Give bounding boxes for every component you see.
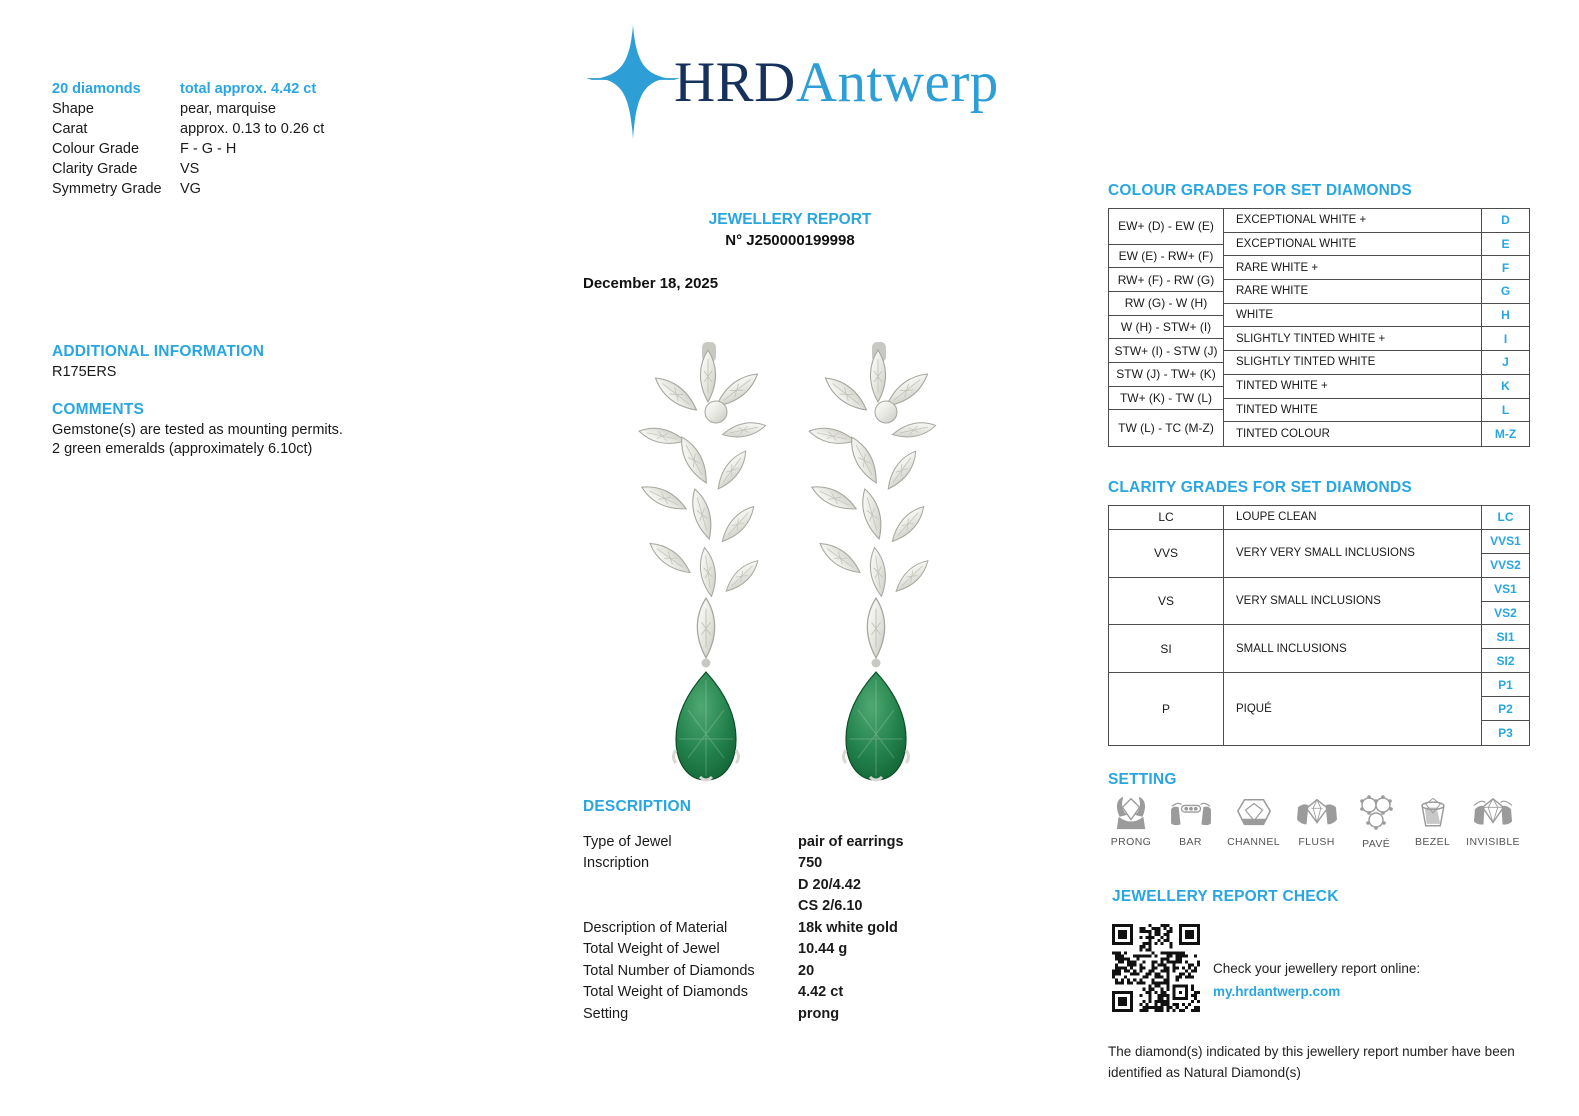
- setting-item: BAR: [1168, 794, 1214, 850]
- star-icon: [578, 23, 688, 141]
- comments-title: COMMENTS: [52, 401, 145, 418]
- colour-grades-table: [1108, 208, 1530, 447]
- colour-range: EW+ (D) - EW (E): [1109, 209, 1224, 245]
- colour-grade-code: E: [1481, 233, 1529, 257]
- report-date: December 18, 2025: [583, 275, 719, 292]
- colour-range: W (H) - STW+ (I): [1109, 316, 1224, 340]
- description-label: Total Weight of Diamonds: [583, 984, 748, 1000]
- prong-icon: [1108, 794, 1154, 832]
- report-check-title: JEWELLERY REPORT CHECK: [1112, 888, 1339, 905]
- colour-grade-name: EXCEPTIONAL WHITE: [1224, 233, 1481, 257]
- clarity-abbr: SI: [1109, 625, 1224, 673]
- clarity-code: SI1: [1481, 625, 1529, 649]
- clarity-name: VERY SMALL INCLUSIONS: [1224, 578, 1481, 626]
- setting-item: INVISIBLE: [1466, 794, 1520, 850]
- colour-grade-name: SLIGHTLY TINTED WHITE: [1224, 351, 1481, 375]
- clarity-abbr: VVS: [1109, 530, 1224, 578]
- channel-icon: [1233, 794, 1275, 832]
- clarity-code: P1: [1481, 673, 1529, 697]
- colour-grade-name: TINTED WHITE +: [1224, 375, 1481, 399]
- colour-grade-code: D: [1481, 209, 1529, 233]
- report-check-link[interactable]: my.hrdantwerp.com: [1213, 984, 1341, 999]
- summary-label: Colour Grade: [52, 141, 140, 157]
- clarity-grades-title: CLARITY GRADES FOR SET DIAMONDS: [1108, 479, 1412, 496]
- colour-grade-code: F: [1481, 256, 1529, 280]
- colour-grade-name: RARE WHITE: [1224, 280, 1481, 304]
- colour-grade-name: SLIGHTLY TINTED WHITE +: [1224, 327, 1481, 351]
- report-title: JEWELLERY REPORT: [708, 211, 872, 228]
- clarity-name: VERY VERY SMALL INCLUSIONS: [1224, 530, 1481, 578]
- summary-label: Carat: [52, 121, 88, 137]
- disclaimer-text: The diamond(s) indicated by this jewellery report number have been identified as Natural Diamond(s): [1108, 1044, 1515, 1080]
- colour-grade-name: TINTED WHITE: [1224, 399, 1481, 423]
- clarity-grades-table: [1108, 505, 1530, 746]
- comments-line: 2 green emeralds (approximately 6.10ct): [52, 441, 313, 457]
- description-label: Total Weight of Jewel: [583, 941, 720, 957]
- comments-section: [52, 400, 343, 460]
- colour-grade-name: WHITE: [1224, 304, 1481, 328]
- description-label: Description of Material: [583, 919, 728, 936]
- colour-range: STW (J) - TW+ (K): [1109, 363, 1224, 387]
- clarity-name: SMALL INCLUSIONS: [1224, 625, 1481, 673]
- colour-grade-code: G: [1481, 280, 1529, 304]
- description-value: 750 D 20/4.42 CS 2/6.10: [798, 855, 863, 914]
- additional-information-value: R175ERS: [52, 364, 117, 380]
- description-value: 10.44 g: [798, 941, 848, 957]
- flush-icon: [1294, 794, 1340, 832]
- colour-range: EW (E) - RW+ (F): [1109, 245, 1224, 269]
- colour-range: TW (L) - TC (M-Z): [1109, 410, 1224, 446]
- colour-range: STW+ (I) - STW (J): [1109, 339, 1224, 363]
- hrd-antwerp-logo: [578, 22, 1018, 142]
- logo-text-antwerp: Antwerp: [795, 50, 999, 114]
- colour-range: TW+ (K) - TW (L): [1109, 387, 1224, 411]
- bar-icon: [1168, 794, 1214, 832]
- setting-icons-row: [1108, 794, 1520, 850]
- clarity-name: PIQUÉ: [1236, 703, 1272, 716]
- summary-value: pear, marquise: [180, 101, 276, 117]
- summary-label: Symmetry Grade: [52, 181, 162, 197]
- colour-grade-code: I: [1481, 327, 1529, 351]
- summary-value: approx. 0.13 to 0.26 ct: [180, 121, 325, 137]
- description-title: DESCRIPTION: [583, 798, 692, 815]
- colour-grade-code: L: [1481, 399, 1529, 423]
- clarity-name: LOUPE CLEAN: [1224, 506, 1481, 530]
- summary-value: VS: [180, 161, 200, 177]
- clarity-abbr: LC: [1109, 506, 1224, 530]
- clarity-code: SI2: [1481, 649, 1529, 673]
- diamond-total-carat: total approx. 4.42 ct: [180, 81, 317, 97]
- description-value: 20: [798, 962, 815, 979]
- colour-grade-code: H: [1481, 304, 1529, 328]
- description-value: pair of earrings: [798, 833, 904, 850]
- description-label: Type of Jewel: [583, 833, 672, 850]
- logo-text-hrd: HRD: [674, 50, 796, 114]
- qr-code: [1112, 924, 1200, 1012]
- earrings-photo: [618, 324, 962, 784]
- colour-grade-name: EXCEPTIONAL WHITE +: [1224, 209, 1481, 233]
- colour-grade-code: M-Z: [1481, 422, 1529, 446]
- summary-value: F - G - H: [180, 141, 237, 157]
- setting-item: CHANNEL: [1227, 794, 1280, 850]
- bezel-icon: [1413, 794, 1453, 832]
- report-check-text: Check your jewellery report online:: [1213, 961, 1421, 976]
- colour-range: RW+ (F) - RW (G): [1109, 268, 1224, 292]
- clarity-code: P2: [1481, 697, 1529, 721]
- clarity-abbr: P: [1109, 673, 1224, 745]
- comments-line: Gemstone(s) are tested as mounting permits.: [52, 421, 343, 438]
- clarity-code: VVS2: [1481, 554, 1529, 578]
- colour-grade-code: J: [1481, 351, 1529, 375]
- setting-title: SETTING: [1108, 771, 1177, 788]
- clarity-code: VS1: [1481, 578, 1529, 602]
- colour-grade-code: K: [1481, 375, 1529, 399]
- pave-icon: [1353, 794, 1399, 834]
- summary-label: Clarity Grade: [52, 161, 138, 177]
- setting-item: BEZEL: [1413, 794, 1453, 850]
- invisible-icon: [1470, 794, 1516, 832]
- report-number: N° J250000199998: [725, 232, 855, 249]
- clarity-code: P3: [1481, 721, 1529, 745]
- description-label: Inscription: [583, 855, 650, 871]
- setting-item: FLUSH: [1294, 794, 1340, 850]
- diamond-summary: [52, 79, 324, 199]
- description-section: [583, 796, 904, 1025]
- diamond-count: 20 diamonds: [52, 81, 141, 97]
- setting-item: PRONG: [1108, 794, 1154, 850]
- additional-information-title: ADDITIONAL INFORMATION: [52, 343, 265, 360]
- summary-value: VG: [180, 181, 201, 197]
- clarity-abbr: VS: [1109, 578, 1224, 626]
- clarity-code: LC: [1481, 506, 1529, 530]
- colour-grades-title: COLOUR GRADES FOR SET DIAMONDS: [1108, 182, 1412, 199]
- clarity-code: VS2: [1481, 602, 1529, 626]
- colour-grade-name: RARE WHITE +: [1224, 256, 1481, 280]
- colour-grade-name: TINTED COLOUR: [1236, 428, 1330, 441]
- description-value: 4.42 ct: [798, 984, 844, 1000]
- colour-range: RW (G) - W (H): [1109, 292, 1224, 316]
- setting-item: PAVÉ: [1353, 794, 1399, 850]
- clarity-code: VVS1: [1481, 530, 1529, 554]
- summary-label: Shape: [52, 101, 94, 117]
- description-value: 18k white gold: [798, 919, 898, 936]
- additional-information-section: [52, 342, 264, 382]
- description-label: Total Number of Diamonds: [583, 962, 755, 979]
- description-value: prong: [798, 1005, 840, 1022]
- description-label: Setting: [583, 1005, 629, 1022]
